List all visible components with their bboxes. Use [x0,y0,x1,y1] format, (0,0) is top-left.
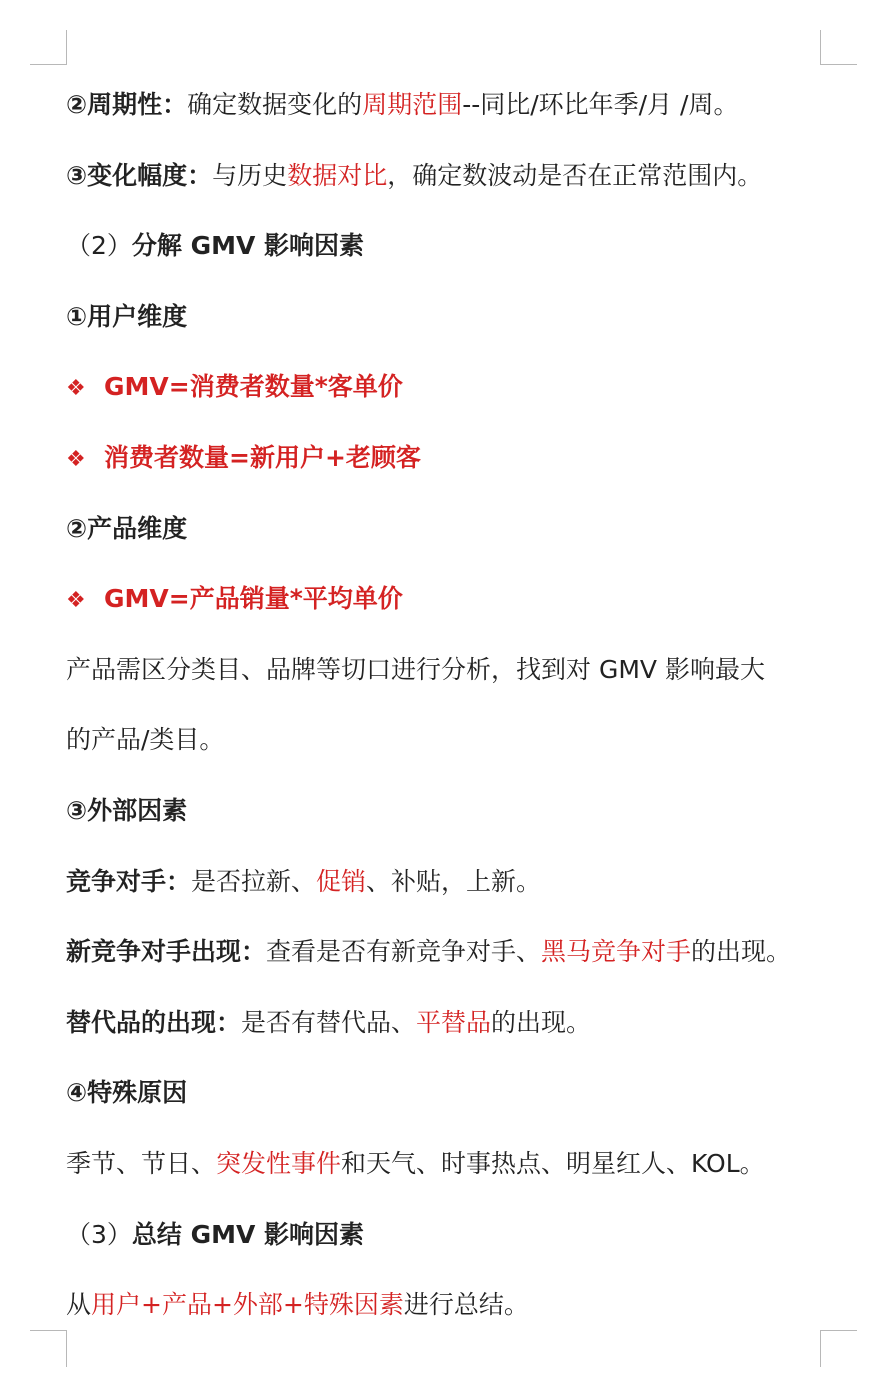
highlight-text: 促销 [316,866,367,896]
bullet-text: GMV=消费者数量*客单价 [104,372,403,402]
text: 查看是否有新竞争对手、 [266,937,542,967]
section-title: 分解 GMV 影响因素 [131,231,365,261]
text: 和天气、时事热点、明星红人、KOL。 [341,1148,765,1178]
subheading-product-dimension: ②产品维度 [66,513,188,543]
paragraph-line: 的产品/类目。 [66,725,225,755]
highlight-text: 黑马竞争对手 [541,937,692,967]
crop-mark-bottom-left [30,1330,67,1367]
text: 从 [66,1290,92,1320]
text: ，确定数波动是否在正常范围内。 [387,160,763,190]
text: 进行总结。 [403,1290,529,1320]
line-seasons [66,1129,856,1200]
line-substitutes [66,988,856,1059]
text: 确定数据变化的 [187,90,363,119]
bullet-item [66,564,856,635]
highlight-text: 数据对比 [287,160,388,190]
subheading-user-dimension: ①用户维度 [66,301,188,331]
term-label: 竞争对手： [66,866,192,896]
bullet-text: GMV=产品销量*平均单价 [104,584,403,614]
diamond-bullet-icon: ❖ [66,376,86,402]
highlight-text: 平替品 [416,1007,492,1037]
highlight-text: 突发性事件 [216,1148,342,1178]
term-label: ③变化幅度： [66,160,213,190]
line-summary [66,1270,856,1341]
section-heading-3 [66,1200,856,1271]
section-number: （3） [66,1219,132,1249]
term-label: 替代品的出现： [66,1007,242,1037]
section-heading-2 [66,211,856,282]
bullet-item [66,423,856,494]
text: 的出现。 [691,937,792,967]
text: --同比/环比年季/月 /周。 [462,90,739,119]
subheading-external-factors: ③外部因素 [66,795,188,825]
text: 的出现。 [491,1007,592,1037]
line-change-amplitude [66,141,856,212]
crop-mark-top-left [30,30,67,65]
text: 季节、节日、 [66,1148,217,1178]
text: 与历史 [212,160,288,190]
text: 是否有替代品、 [241,1007,417,1037]
diamond-bullet-icon: ❖ [66,446,86,472]
term-label: ②周期性： [66,90,188,119]
crop-mark-top-right [820,30,857,65]
line-competitors [66,847,856,918]
term-label: 新竞争对手出现： [66,937,267,967]
bullet-item [66,352,856,423]
line-new-competitors [66,917,856,988]
subheading-special-reasons: ④特殊原因 [66,1078,188,1108]
section-title: 总结 GMV 影响因素 [131,1219,365,1249]
line-periodicity [66,70,856,141]
text: 、补贴，上新。 [366,866,542,896]
highlight-text: 周期范围 [362,90,463,119]
paragraph-line: 产品需区分类目、品牌等切口进行分析，找到对 GMV 影响最大 [66,654,765,684]
highlight-text: 用户+产品+外部+特殊因素 [91,1290,404,1320]
diamond-bullet-icon: ❖ [66,588,86,614]
document-body [66,70,856,1341]
text: 是否拉新、 [191,866,317,896]
section-number: （2） [66,231,132,261]
bullet-text: 消费者数量=新用户+老顾客 [104,442,421,472]
